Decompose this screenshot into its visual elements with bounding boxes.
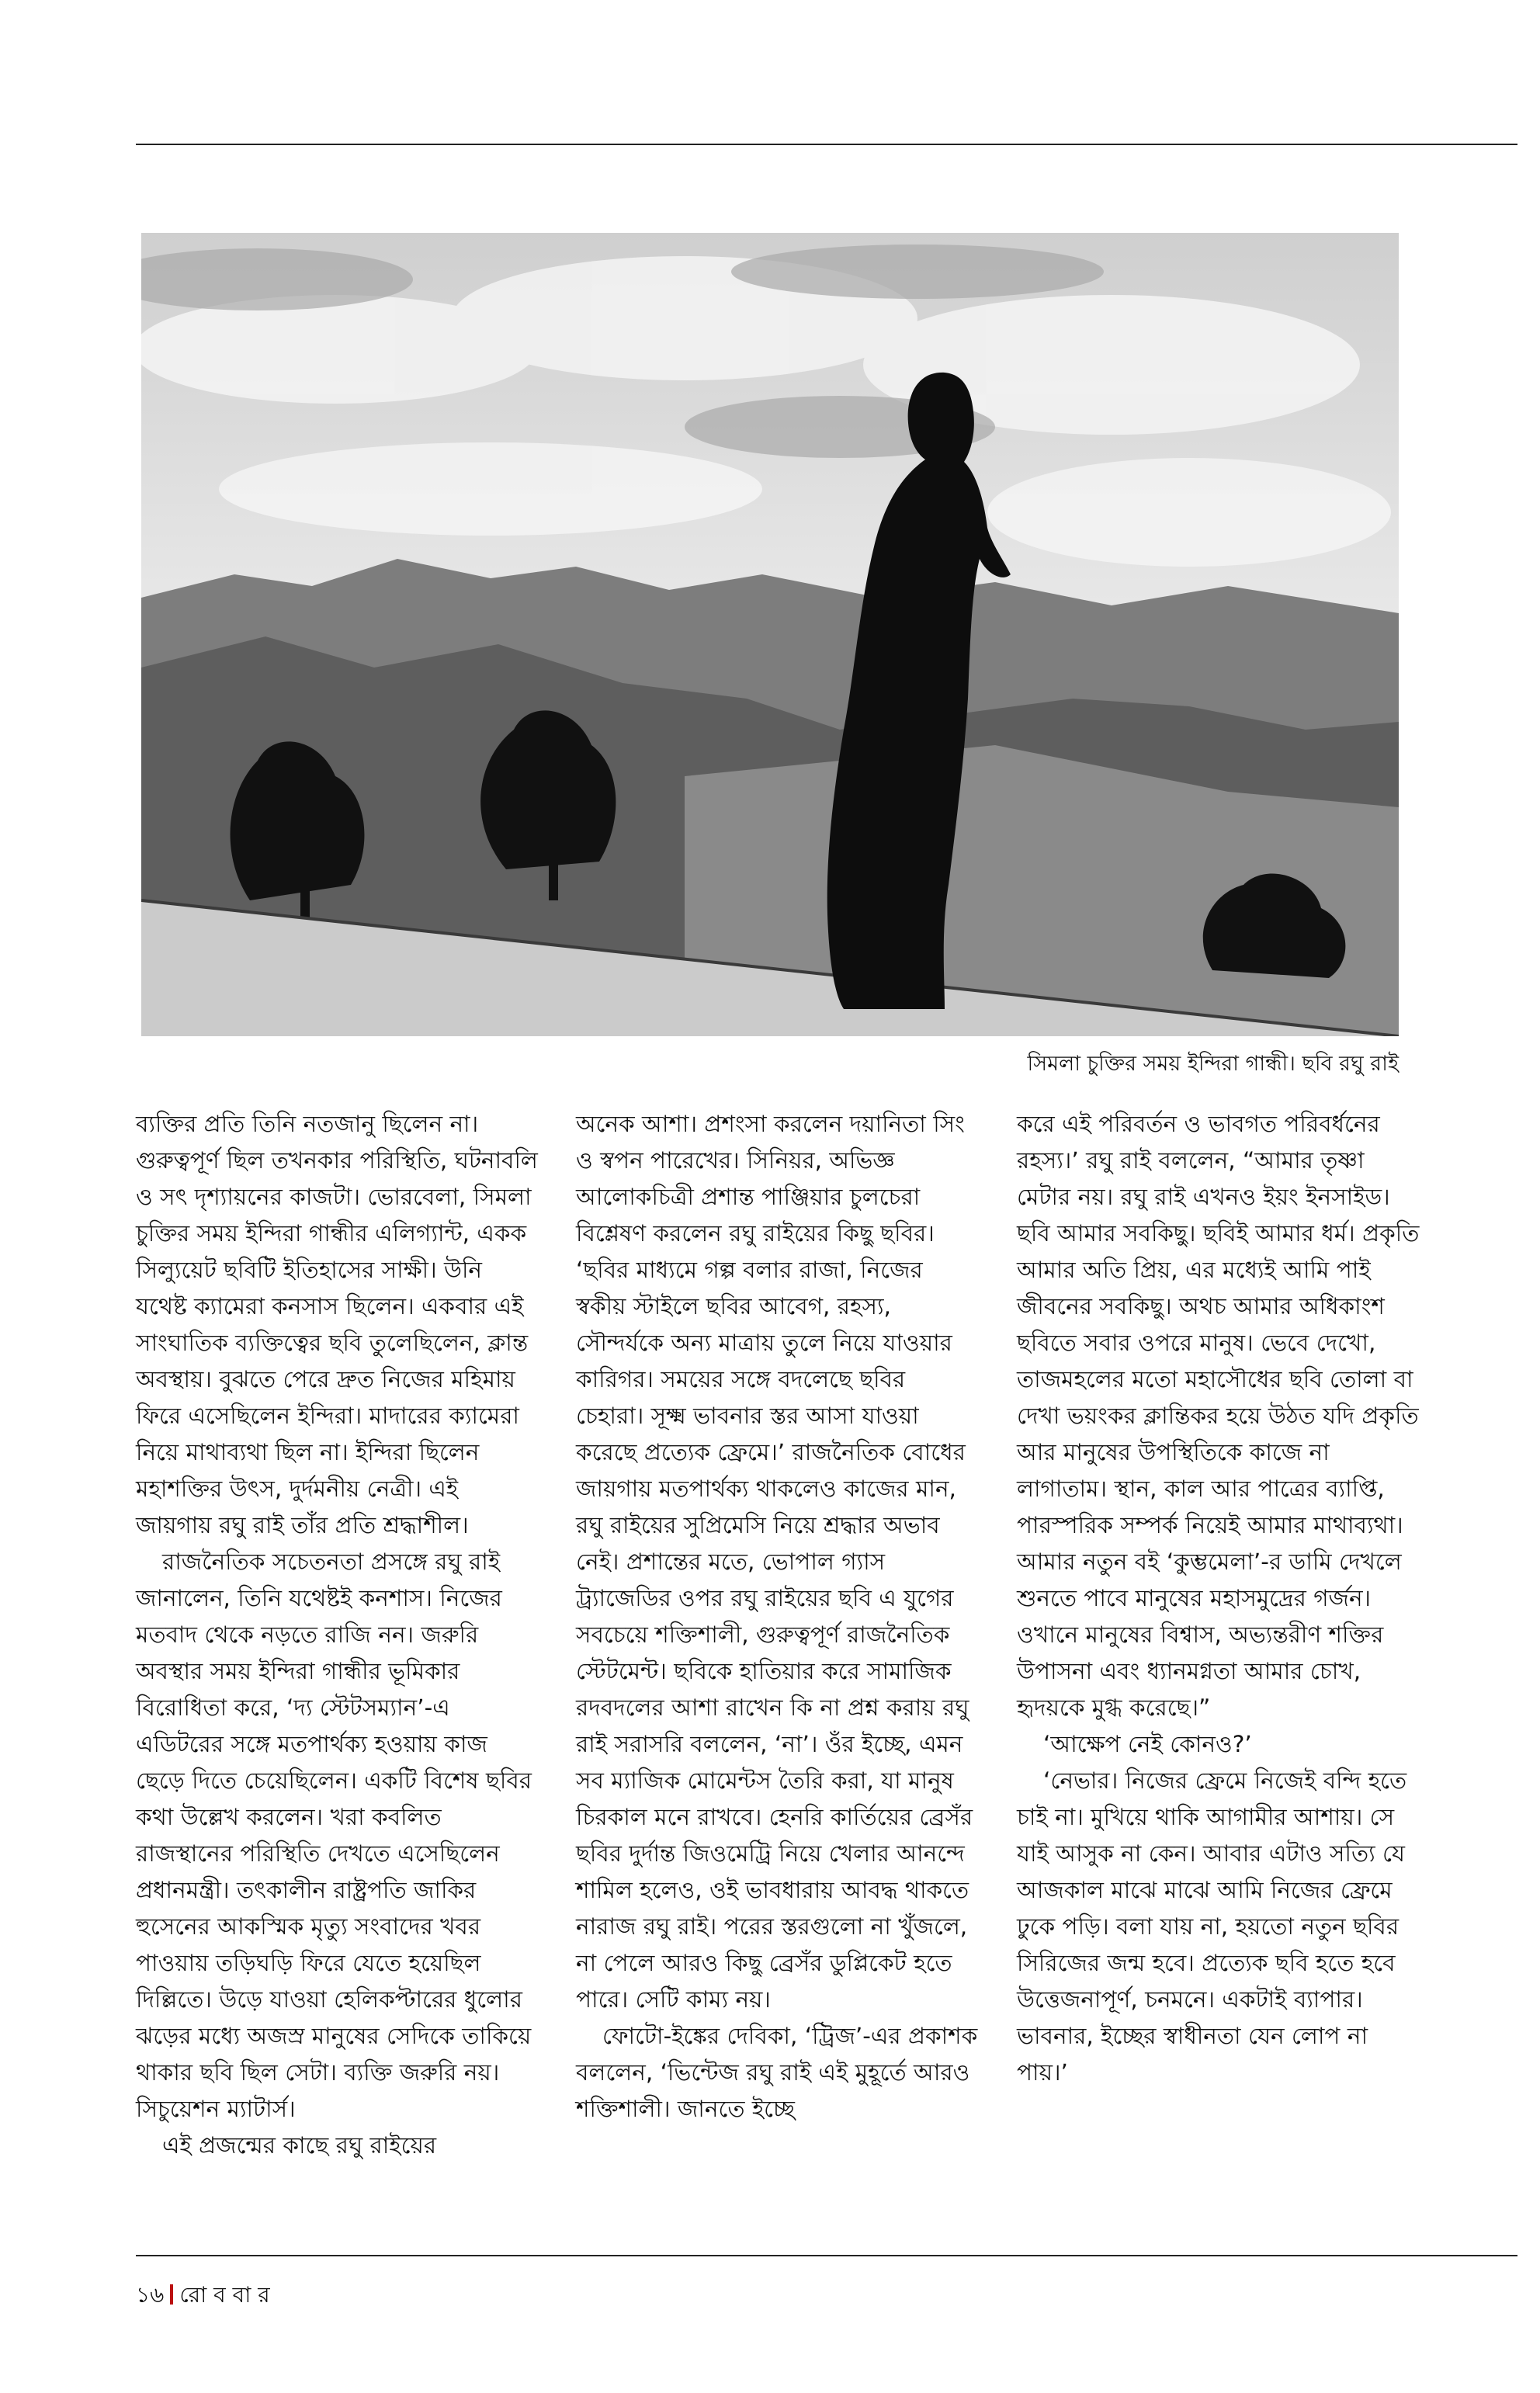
photo-silhouette xyxy=(141,233,1399,1036)
photo-caption: সিমলা চুক্তির সময় ইন্দিরা গান্ধী। ছবি রঘু রাই xyxy=(1027,1052,1399,1076)
top-rule xyxy=(136,144,1517,145)
paragraph: অনেক আশা। প্রশংসা করলেন দয়ানিতা সিং ও স্বপন পারেখের। সিনিয়র, অভিজ্ঞ আলোকচিত্রী প্রশান্ত পাঞ্জিয়ার চুলচেরা বিশ্লেষণ করলেন রঘু রাইয়ের কিছু ছবির। ‘ছবির মাধ্যমে গল্প বলার রাজা, নিজের স্বকীয় স্টাইলে ছবির আবেগ, রহস্য, সৌন্দর্যকে অন্য মাত্রায় তুলে নিয়ে যাওয়ার কারিগর। সময়ের সঙ্গে বদলেছে ছবির চেহারা। সূক্ষ্ম ভাবনার স্তর আসা যাওয়া করেছে প্রত্যেক ফ্রেমে।’ রাজনৈতিক বোধের জায়গায় মতপার্থক্য থাকলেও কাজের মান, রঘু রাইয়ের সুপ্রিমেসি নিয়ে শ্রদ্ধার অভাব নেই। প্রশান্তের মতে, ভোপাল গ্যাস ট্র্যাজেডির ওপর রঘু রাইয়ের ছবি এ যুগের সবচেয়ে শক্তিশালী, গুরুত্বপূর্ণ রাজনৈতিক স্টেটমেন্ট। ছবিকে হাতিয়ার করে সামাজিক রদবদলের আশা রাখেন কি না প্রশ্ন করায় রঘু রাই সরাসরি বললেন, ‘না’। ওঁর ইচ্ছে, এমন সব ম্যাজিক মোমেন্টস তৈরি করা, যা মানুষ চিরকাল মনে রাখবে। হেনরি কার্তিয়ের ব্রেসঁর ছবির দুর্দান্ত জিওমেট্রি নিয়ে খেলার আনন্দে শামিল হলেও, ওই ভাবধারায় আবদ্ধ থাকতে নারাজ রঘু রাই। পরের স্তরগুলো না খুঁজলে, না পেলে আরও কিছু ব্রেসঁর ডুপ্লিকেট হতে পারে। সেটি কাম্য নয়। xyxy=(576,1111,973,2013)
article-column-1 xyxy=(136,1106,539,2164)
magazine-name: রো ব বা র xyxy=(179,2282,270,2308)
paragraph: ‘আক্ষেপ নেই কোনও?’ xyxy=(1043,1731,1252,1757)
photo-illustration xyxy=(141,233,1399,1036)
paragraph: ব্যক্তির প্রতি তিনি নতজানু ছিলেন না। গুরুত্বপূর্ণ ছিল তখনকার পরিস্থিতি, ঘটনাবলি ও সৎ দৃশ্যায়নের কাজটা। ভোরবেলা, সিমলা চুক্তির সময় ইন্দিরা গান্ধীর এলিগ্যান্ট, একক সিল্যুয়েট ছবিটি ইতিহাসের সাক্ষী। উনি যথেষ্ট ক্যামেরা কনসাস ছিলেন। একবার এই সাংঘাতিক ব্যক্তিত্বের ছবি তুলেছিলেন, ক্লান্ত অবস্থায়। বুঝতে পেরে দ্রুত নিজের মহিমায় ফিরে এসেছিলেন ইন্দিরা। মাদারের ক্যামেরা নিয়ে মাথাব্যথা ছিল না। ইন্দিরা ছিলেন মহাশক্তির উৎস, দুর্দমনীয় নেত্রী। এই জায়গায় রঘু রাই তাঁর প্রতি শ্রদ্ধাশীল। xyxy=(136,1111,538,1538)
paragraph: ফোটো-ইঙ্কের দেবিকা, ‘ট্রিজ’-এর প্রকাশক বললেন, ‘ভিন্টেজ রঘু রাই এই মুহূর্তে আরও শক্তিশালী। জানতে ইচ্ছে xyxy=(576,2023,978,2122)
bottom-rule xyxy=(136,2255,1517,2256)
article-column-3 xyxy=(1017,1106,1420,2091)
paragraph: ‘নেভার। নিজের ফ্রেমে নিজেই বন্দি হতে চাই না। মুখিয়ে থাকি আগামীর আশায়। সে যাই আসুক না কেন। আবার এটাও সত্যি যে আজকাল মাঝে মাঝে আমি নিজের ফ্রেমে ঢুকে পড়ি। বলা যায় না, হয়তো নতুন ছবির সিরিজের জন্ম হবে। প্রত্যেক ছবি হতে হবে উত্তেজনাপূর্ণ, চনমনে। একটাই ব্যাপার। ভাবনার, ইচ্ছের স্বাধীনতা যেন লোপ না পায়।’ xyxy=(1017,1767,1407,2086)
article-column-2 xyxy=(576,1106,980,2128)
separator-bar xyxy=(170,2284,173,2305)
page-number: ১৬ xyxy=(136,2282,165,2308)
paragraph: করে এই পরিবর্তন ও ভাবগত পরিবর্ধনের রহস্য।’ রঘু রাই বললেন, “আমার তৃষ্ণা মেটার নয়। রঘু রাই এখনও ইয়ং ইনসাইড। ছবি আমার সবকিছু। ছবিই আমার ধর্ম। প্রকৃতি আমার অতি প্রিয়, এর মধ্যেই আমি পাই জীবনের সবকিছু। অথচ আমার অধিকাংশ ছবিতে সবার ওপরে মানুষ। ভেবে দেখো, তাজমহলের মতো মহাসৌধের ছবি তোলা বা দেখা ভয়ংকর ক্লান্তিকর হয়ে উঠত যদি প্রকৃতি আর মানুষের উপস্থিতিকে কাজে না লাগাতাম। স্থান, কাল আর পাত্রের ব্যাপ্তি, পারস্পরিক সম্পর্ক নিয়েই আমার মাথাব্যথা। আমার নতুন বই ‘কুম্ভমেলা’-র ডামি দেখলে শুনতে পাবে মানুষের মহাসমুদ্রের গর্জন। ওখানে মানুষের বিশ্বাস, অভ্যন্তরীণ শক্তির উপাসনা এবং ধ্যানমগ্নতা আমার চোখ, হৃদয়কে মুগ্ধ করেছে।” xyxy=(1017,1111,1420,1721)
paragraph: রাজনৈতিক সচেতনতা প্রসঙ্গে রঘু রাই জানালেন, তিনি যথেষ্টই কনশাস। নিজের মতবাদ থেকে নড়তে রাজি নন। জরুরি অবস্থার সময় ইন্দিরা গান্ধীর ভূমিকার বিরোধিতা করে, ‘দ্য স্টেটসম্যান’-এ এডিটরের সঙ্গে মতপার্থক্য হওয়ায় কাজ ছেড়ে দিতে চেয়েছিলেন। একটি বিশেষ ছবির কথা উল্লেখ করলেন। খরা কবলিত রাজস্থানের পরিস্থিতি দেখতে এসেছিলেন প্রধানমন্ত্রী। তৎকালীন রাষ্ট্রপতি জাকির হুসেনের আকস্মিক মৃত্যু সংবাদের খবর পাওয়ায় তড়িঘড়ি ফিরে যেতে হয়েছিল দিল্লিতে। উড়ে যাওয়া হেলিকপ্টারের ধুলোর ঝড়ের মধ্যে অজস্র মানুষের সেদিকে তাকিয়ে থাকার ছবি ছিল সেটা। ব্যক্তি জরুরি নয়। সিচুয়েশন ম্যাটার্স। xyxy=(136,1549,532,2122)
paragraph: এই প্রজন্মের কাছে রঘু রাইয়ের xyxy=(162,2132,437,2159)
page-footer xyxy=(136,2278,270,2315)
